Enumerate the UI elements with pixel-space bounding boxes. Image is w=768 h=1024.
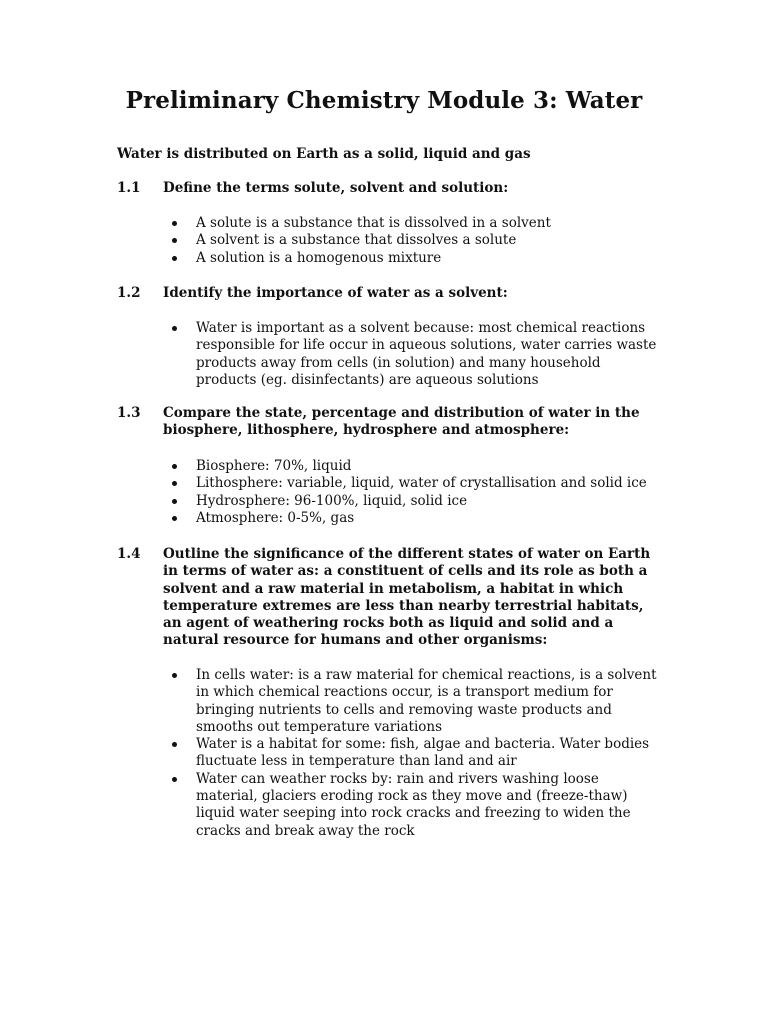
bullet-icon (172, 256, 177, 261)
list-item: A solvent is a substance that dissolves a solute (172, 232, 662, 249)
bullet-icon (172, 464, 177, 469)
bullet-icon (172, 326, 177, 331)
section-heading-text: Outline the significance of the different states of water on Earth in terms of water as: a constituent of cells and its role as both a solvent and a raw material in metabolism, a habitat in which temperature extremes are less than nearby terrestrial habitats, an agent of weathering rocks both as liquid and solid and a natural resource for humans and other organisms: (163, 546, 651, 649)
section-number: 1.4 (117, 546, 141, 562)
list-item: Water is a habitat for some: fish, algae and bacteria. Water bodies fluctuate less in temperature than land and air (172, 736, 662, 771)
bullet-icon (172, 238, 177, 243)
section-heading-1-2 (117, 285, 657, 302)
section-heading-text: Compare the state, percentage and distribution of water in the biosphere, lithosphere, hydrosphere and atmosphere: (163, 405, 640, 439)
bullet-icon (172, 516, 177, 521)
section-heading-1-3 (117, 405, 657, 440)
page-title: Preliminary Chemistry Module 3: Water (125, 87, 643, 114)
bullet-icon (172, 481, 177, 486)
bullet-icon (172, 742, 177, 747)
bullet-icon (172, 499, 177, 504)
section-number: 1.1 (117, 180, 141, 196)
list-item: Water can weather rocks by: rain and rivers washing loose material, glaciers eroding rock as they move and (freeze-thaw) liquid water seeping into rock cracks and freezing to widen the cracks and break away the rock (172, 771, 662, 840)
bullet-list-1-3 (172, 458, 662, 527)
list-item: A solution is a homogenous mixture (172, 250, 662, 267)
bullet-list-1-2 (172, 320, 662, 389)
module-subtitle: Water is distributed on Earth as a solid, liquid and gas (117, 146, 531, 162)
section-heading-1-4 (117, 546, 657, 650)
bullet-icon (172, 777, 177, 782)
bullet-list-1-4 (172, 667, 662, 840)
section-heading-text: Define the terms solute, solvent and solution: (163, 180, 509, 196)
bullet-list-1-1 (172, 215, 662, 267)
section-number: 1.2 (117, 285, 141, 301)
section-heading-text: Identify the importance of water as a solvent: (163, 285, 508, 301)
list-item: Lithosphere: variable, liquid, water of crystallisation and solid ice (172, 475, 662, 492)
list-item: A solute is a substance that is dissolved in a solvent (172, 215, 662, 232)
section-number: 1.3 (117, 405, 141, 421)
list-item: Hydrosphere: 96-100%, liquid, solid ice (172, 493, 662, 510)
bullet-icon (172, 221, 177, 226)
bullet-icon (172, 673, 177, 678)
list-item: In cells water: is a raw material for chemical reactions, is a solvent in which chemical reactions occur, is a transport medium for bringing nutrients to cells and removing waste products and smooths out temperature variations (172, 667, 662, 736)
list-item: Biosphere: 70%, liquid (172, 458, 662, 475)
section-heading-1-1 (117, 180, 657, 197)
list-item: Atmosphere: 0-5%, gas (172, 510, 662, 527)
list-item: Water is important as a solvent because: most chemical reactions responsible for life occur in aqueous solutions, water carries waste products away from cells (in solution) and many household products (eg. disinfectants) are aqueous solutions (172, 320, 662, 389)
